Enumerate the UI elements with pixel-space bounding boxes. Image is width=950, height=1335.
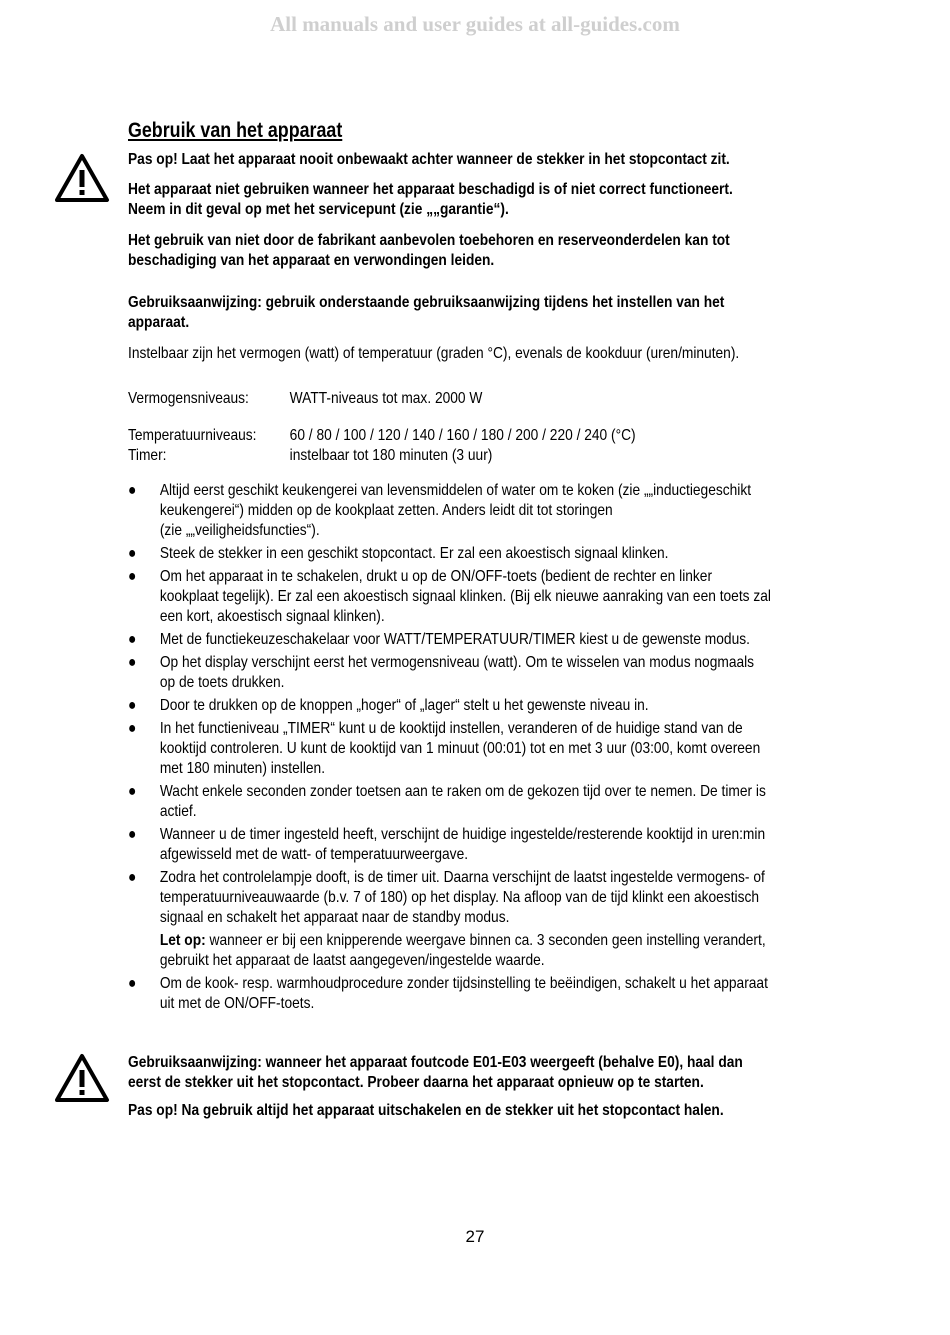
spec-row-temperature <box>128 426 828 446</box>
list-item-line: (zie „„veiligheidsfuncties“). <box>159 522 320 539</box>
list-item-line: Altijd eerst geschikt keukengerei van levensmiddelen of water om te koken (zie „„inductiegeschikt <box>159 482 752 499</box>
page-content <box>128 118 828 1121</box>
list-item-line: Wacht enkele seconden zonder toetsen aan te raken om de gekozen tijd over te nemen. De timer is <box>159 783 766 800</box>
page-title: Gebruik van het apparaat <box>128 119 343 142</box>
page-number: 27 <box>465 1227 485 1246</box>
list-item <box>128 974 828 1014</box>
spec-value: WATT-niveaus tot max. 2000 W <box>289 390 483 407</box>
note-text: gebruikt het apparaat de laatst aangegeven/ingestelde waarde. <box>159 952 545 969</box>
bullet-icon: ● <box>128 826 137 843</box>
instruction-list <box>128 481 828 928</box>
warning-block-1 <box>128 150 828 1121</box>
list-item-line: afgewisseld met de watt- of temperatuurweergave. <box>159 846 469 863</box>
warning-text: Pas op! Na gebruik altijd het apparaat uitschakelen en de stekker uit het stopcontact halen. <box>128 1102 724 1119</box>
bullet-icon: ● <box>128 975 137 992</box>
list-item-line: Steek de stekker in een geschikt stopcontact. Er zal een akoestisch signaal klinken. <box>159 545 669 562</box>
list-item <box>128 696 828 716</box>
list-item-line: Wanneer u de timer ingesteld heeft, verschijnt de huidige ingestelde/resterende kooktijd in uren:min <box>159 826 766 843</box>
list-item-line: temperatuurniveauwaarde (b.v. 7 of 180) op het display. Na afloop van de tijd klinkt een akoestisch <box>159 889 759 906</box>
bullet-icon: ● <box>128 783 137 800</box>
warning-text: Pas op! Laat het apparaat nooit onbewaakt achter wanneer de stekker in het stopcontact zit. <box>128 151 730 168</box>
list-item-line: In het functieniveau „TIMER“ kunt u de kooktijd instellen, veranderen of de huidige stand van de <box>159 720 743 737</box>
list-item-line: keukengerei“) midden op de kookplaat zetten. Anders leidt dit tot storingen <box>159 502 613 519</box>
instruction-list <box>128 974 828 1014</box>
list-item-line: Op het display verschijnt eerst het vermogensniveau (watt). Om te wisselen van modus nogmaals <box>159 654 755 671</box>
list-item-line: Om het apparaat in te schakelen, drukt u op de ON/OFF-toets (bedient de rechter en linker <box>159 568 713 585</box>
list-item-line: kooktijd controleren. U kunt de kooktijd van 1 minuut (00:01) tot en met 3 uur (03:00, komt overeen <box>159 740 761 757</box>
note-text: wanneer er bij een knipperende weergave binnen ca. 3 seconden geen instelling verandert, <box>205 932 766 949</box>
spec-value: instelbaar tot 180 minuten (3 uur) <box>289 447 493 464</box>
spec-row-timer <box>128 446 828 466</box>
bullet-icon: ● <box>128 654 137 671</box>
list-item-line: een kort, akoestisch signaal klinken). <box>159 608 385 625</box>
warning-triangle-icon <box>54 1053 110 1103</box>
list-item <box>128 481 828 541</box>
list-item <box>128 630 828 650</box>
spec-row-power <box>128 389 828 409</box>
list-item <box>128 782 828 822</box>
spec-label: Temperatuurniveaus: <box>128 427 257 444</box>
list-item <box>128 653 828 693</box>
instructions-heading: Gebruiksaanwijzing: gebruik onderstaande gebruiksaanwijzing tijdens het instellen van het <box>128 294 725 311</box>
instructions-heading: apparaat. <box>128 314 190 331</box>
note-label: Let op: <box>159 932 206 949</box>
list-item-line: op de toets drukken. <box>159 674 285 691</box>
list-item <box>128 825 828 865</box>
spec-value: 60 / 80 / 100 / 120 / 140 / 160 / 180 / 200 / 220 / 240 (°C) <box>289 427 636 444</box>
list-item-line: kookplaat tegelijk). Er zal een akoestisch signaal klinken. (Bij elk nieuwe aanraking van een toets zal <box>159 588 771 605</box>
bullet-icon: ● <box>128 631 137 648</box>
list-item-line: Door te drukken op de knoppen „hoger“ of „lager“ stelt u het gewenste niveau in. <box>159 697 649 714</box>
list-item <box>128 567 828 627</box>
list-item-line: Om de kook- resp. warmhoudprocedure zonder tijdsinstelling te beëindigen, schakelt u het apparaat <box>159 975 768 992</box>
list-item <box>128 868 828 928</box>
bullet-icon: ● <box>128 697 137 714</box>
note-block <box>128 931 828 971</box>
list-item <box>128 719 828 779</box>
warning-triangle-icon <box>54 153 110 203</box>
spec-label: Vermogensniveaus: <box>128 390 249 407</box>
list-item-line: Met de functiekeuzeschakelaar voor WATT/TEMPERATUUR/TIMER kiest u de gewenste modus. <box>159 631 750 648</box>
list-item-line: uit met de ON/OFF-toets. <box>159 995 315 1012</box>
bullet-icon: ● <box>128 720 137 737</box>
watermark: All manuals and user guides at all-guides.com <box>270 12 680 36</box>
list-item-line: met 180 minuten) instellen. <box>159 760 326 777</box>
warning-text: beschadiging van het apparaat en verwondingen leiden. <box>128 252 495 269</box>
list-item-line: actief. <box>159 803 197 820</box>
list-item-line: signaal en schakelt het apparaat naar de standby modus. <box>159 909 510 926</box>
warning-text: Het gebruik van niet door de fabrikant aanbevolen toebehoren en reserveonderdelen kan tot <box>128 232 730 249</box>
bullet-icon: ● <box>128 482 137 499</box>
list-item <box>128 544 828 564</box>
warning-text: Het apparaat niet gebruiken wanneer het apparaat beschadigd is of niet correct functioneert. <box>128 181 733 198</box>
bullet-icon: ● <box>128 568 137 585</box>
bullet-icon: ● <box>128 545 137 562</box>
list-item-line: Zodra het controlelampje dooft, is de timer uit. Daarna verschijnt de laatst ingestelde vermogens- of <box>159 869 765 886</box>
warning-text: eerst de stekker uit het stopcontact. Probeer daarna het apparaat opnieuw op te starten. <box>128 1074 704 1091</box>
spec-label: Timer: <box>128 447 167 464</box>
warning-text: Gebruiksaanwijzing: wanneer het apparaat foutcode E01-E03 weergeeft (behalve E0), haal dan <box>128 1054 743 1071</box>
bullet-icon: ● <box>128 869 137 886</box>
warning-text: Neem in dit geval op met het servicepunt (zie „„garantie“). <box>128 201 509 218</box>
instructions-intro: Instelbaar zijn het vermogen (watt) of temperatuur (graden °C), evenals de kookduur (uren/minuten). <box>128 345 740 362</box>
